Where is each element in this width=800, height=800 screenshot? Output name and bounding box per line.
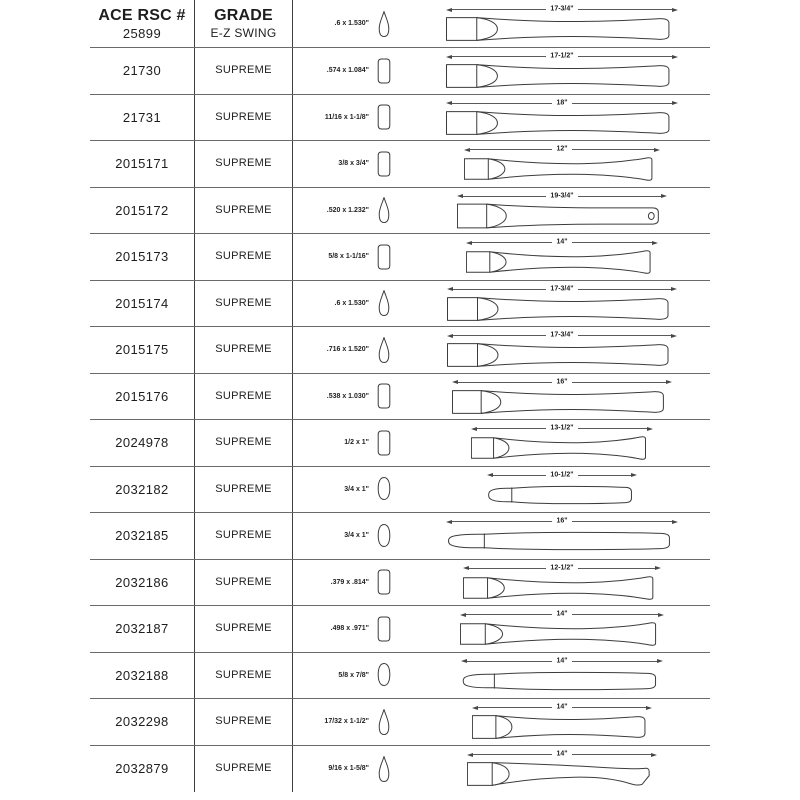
grade-cell xyxy=(195,327,293,373)
handle-drawing xyxy=(447,331,677,368)
eye-shape-icon xyxy=(369,429,399,457)
grade-cell xyxy=(195,513,293,559)
length-label: 16" xyxy=(556,378,568,386)
eye-shape-icon xyxy=(369,103,399,131)
drawing-cell xyxy=(293,95,710,141)
drawing-cell xyxy=(293,606,710,652)
part-number: 2024978 xyxy=(115,435,169,451)
dimension-line xyxy=(452,103,552,104)
length-dimension-arrow xyxy=(463,564,661,573)
handle-drawing xyxy=(472,703,652,740)
eye-dimensions: .538 x 1.030" xyxy=(326,392,369,400)
eye-dimensions: 3/4 x 1" xyxy=(344,532,369,540)
handle-outline xyxy=(447,296,677,322)
eye-dimensions: .379 x .814" xyxy=(330,578,369,586)
part-number-cell xyxy=(90,141,195,187)
grade-cell xyxy=(195,606,293,652)
dimension-line xyxy=(493,475,546,476)
handle-outline xyxy=(471,435,653,461)
part-number: 2015173 xyxy=(115,249,169,265)
drawing-area xyxy=(446,750,678,787)
part-number: 2015172 xyxy=(115,202,169,218)
grade-cell xyxy=(195,374,293,420)
handle-outline xyxy=(452,389,672,415)
part-number-cell xyxy=(90,234,195,280)
eye-shape-icon xyxy=(369,755,399,783)
dimension-line xyxy=(578,475,631,476)
dimension-line xyxy=(572,103,672,104)
drawing-cell xyxy=(293,234,710,280)
column-header-part: ACE RSC # xyxy=(98,6,186,24)
handle-drawing xyxy=(457,192,667,229)
dimension-line xyxy=(572,521,672,522)
arrowhead-right-icon xyxy=(672,520,678,524)
handle-drawing xyxy=(446,517,678,554)
length-label: 10-1/2" xyxy=(550,471,574,479)
drawing-cell xyxy=(293,420,710,466)
eye-dimensions: .6 x 1.530" xyxy=(334,299,369,307)
dimension-line xyxy=(578,196,661,197)
drawing-area xyxy=(446,424,678,461)
part-number: 21730 xyxy=(122,63,162,79)
eye-dimensions: .574 x 1.084" xyxy=(326,67,369,75)
dimension-line xyxy=(452,521,552,522)
length-dimension-arrow xyxy=(466,238,658,247)
handle-drawing xyxy=(447,285,677,322)
eye-shape-icon xyxy=(369,382,399,410)
dimension-line xyxy=(453,289,546,290)
length-label: 19-3/4" xyxy=(550,192,574,200)
eye-shape-icon xyxy=(369,243,399,271)
drawing-area xyxy=(446,285,678,322)
part-number-cell xyxy=(90,188,195,234)
handles-table xyxy=(90,0,710,792)
handle-outline xyxy=(446,63,678,89)
handle-outline xyxy=(463,575,661,601)
part-number: 2015171 xyxy=(115,156,169,172)
arrowhead-right-icon xyxy=(654,148,660,152)
handle-drawing xyxy=(487,471,637,508)
table-row xyxy=(90,746,710,793)
drawing-cell xyxy=(293,374,710,420)
grade: SUPREME xyxy=(215,250,272,263)
handle-drawing xyxy=(464,145,660,182)
part-number: 2032187 xyxy=(115,621,169,637)
length-dimension-arrow xyxy=(446,52,678,61)
grade-cell xyxy=(195,699,293,745)
part-number: 2032182 xyxy=(115,481,169,497)
dimension-line xyxy=(578,335,671,336)
drawing-area xyxy=(446,238,678,275)
table-row xyxy=(90,0,710,48)
grade-cell xyxy=(195,746,293,793)
drawing-area xyxy=(446,703,678,740)
part-number-cell xyxy=(90,606,195,652)
handle-outline xyxy=(447,342,677,368)
drawing-cell xyxy=(293,467,710,513)
drawing-cell xyxy=(293,513,710,559)
handle-drawing xyxy=(446,99,678,136)
grade-cell xyxy=(195,48,293,94)
length-label: 13-1/2" xyxy=(550,424,574,432)
eye-shape-icon xyxy=(369,522,399,550)
handle-drawing xyxy=(446,52,678,89)
arrowhead-right-icon xyxy=(672,8,678,12)
arrowhead-right-icon xyxy=(647,427,653,431)
length-label: 17-3/4" xyxy=(550,331,574,339)
length-dimension-arrow xyxy=(467,750,657,759)
dimension-line xyxy=(478,707,552,708)
dimension-line xyxy=(578,289,671,290)
handle-outline xyxy=(446,110,678,136)
part-number-cell xyxy=(90,374,195,420)
eye-dimensions: 1/2 x 1" xyxy=(344,439,369,447)
drawing-cell xyxy=(293,699,710,745)
part-number-cell xyxy=(90,48,195,94)
grade: SUPREME xyxy=(215,668,272,681)
part-number: 2032298 xyxy=(115,714,169,730)
handle-outline xyxy=(487,482,637,508)
eye-dimensions: 5/8 x 7/8" xyxy=(338,671,369,679)
eye-shape-icon xyxy=(369,57,399,85)
table-row xyxy=(90,420,710,467)
length-label: 18" xyxy=(556,99,568,107)
drawing-area xyxy=(446,331,678,368)
table-row xyxy=(90,606,710,653)
length-dimension-arrow xyxy=(447,285,677,294)
table-row xyxy=(90,234,710,281)
dimension-line xyxy=(572,242,652,243)
grade-cell xyxy=(195,234,293,280)
arrowhead-right-icon xyxy=(651,753,657,757)
length-label: 14" xyxy=(556,657,568,665)
grade: SUPREME xyxy=(215,529,272,542)
drawing-cell xyxy=(293,281,710,327)
dimension-line xyxy=(578,428,647,429)
dimension-line xyxy=(466,614,552,615)
eye-shape-icon xyxy=(369,196,399,224)
dimension-line xyxy=(473,754,552,755)
handle-drawing xyxy=(466,238,658,275)
arrowhead-right-icon xyxy=(671,287,677,291)
part-number-cell xyxy=(90,95,195,141)
part-number-cell xyxy=(90,513,195,559)
grade: SUPREME xyxy=(215,389,272,402)
grade-cell xyxy=(195,188,293,234)
handle-outline xyxy=(446,16,678,42)
part-number-cell xyxy=(90,560,195,606)
table-row xyxy=(90,699,710,746)
part-number: 2032186 xyxy=(115,574,169,590)
handle-drawing xyxy=(471,424,653,461)
grade: SUPREME xyxy=(215,64,272,77)
part-number: 25899 xyxy=(122,25,162,41)
column-header-grade: GRADE xyxy=(214,7,273,24)
handle-outline xyxy=(464,156,660,182)
dimension-line xyxy=(572,614,658,615)
eye-shape-icon xyxy=(369,568,399,596)
drawing-area xyxy=(446,99,678,136)
eye-shape-icon xyxy=(369,336,399,364)
arrowhead-right-icon xyxy=(646,706,652,710)
length-dimension-arrow xyxy=(487,471,637,480)
length-label: 12-1/2" xyxy=(550,564,574,572)
drawing-cell xyxy=(293,746,710,793)
handle-outline xyxy=(457,203,667,229)
length-dimension-arrow xyxy=(446,5,678,14)
handle-drawing xyxy=(452,378,672,415)
arrowhead-right-icon xyxy=(658,613,664,617)
length-dimension-arrow xyxy=(447,331,677,340)
dimension-line xyxy=(578,56,672,57)
grade-cell xyxy=(195,420,293,466)
handle-drawing xyxy=(460,610,664,647)
grade-cell xyxy=(195,141,293,187)
part-number: 2015175 xyxy=(115,342,169,358)
drawing-cell xyxy=(293,188,710,234)
part-number-cell xyxy=(90,327,195,373)
drawing-area xyxy=(446,145,678,182)
handle-outline xyxy=(467,761,657,787)
grade: SUPREME xyxy=(215,203,272,216)
grade-cell xyxy=(195,653,293,699)
length-dimension-arrow xyxy=(471,424,653,433)
part-number-cell xyxy=(90,0,195,47)
length-dimension-arrow xyxy=(460,610,664,619)
grade-cell xyxy=(195,560,293,606)
part-number: 2032185 xyxy=(115,528,169,544)
grade-cell xyxy=(195,467,293,513)
eye-dimensions: .716 x 1.520" xyxy=(326,346,369,354)
part-number-cell xyxy=(90,699,195,745)
grade: SUPREME xyxy=(215,715,272,728)
length-dimension-arrow xyxy=(446,517,678,526)
drawing-cell xyxy=(293,560,710,606)
part-number-cell xyxy=(90,653,195,699)
drawing-area xyxy=(446,378,678,415)
length-label: 12" xyxy=(556,145,568,153)
grade: SUPREME xyxy=(215,575,272,588)
dimension-line xyxy=(458,382,552,383)
handle-outline xyxy=(466,249,658,275)
eye-dimensions: .520 x 1.232" xyxy=(326,206,369,214)
dimension-line xyxy=(578,568,655,569)
table-row xyxy=(90,374,710,421)
dimension-line xyxy=(578,9,672,10)
dimension-line xyxy=(452,9,546,10)
dimension-line xyxy=(572,661,657,662)
eye-dimensions: 17/32 x 1-1/2" xyxy=(324,718,369,726)
dimension-line xyxy=(572,149,654,150)
grade-cell xyxy=(195,95,293,141)
length-label: 14" xyxy=(556,703,568,711)
arrowhead-right-icon xyxy=(672,101,678,105)
dimension-line xyxy=(472,242,552,243)
eye-dimensions: 9/16 x 1-5/8" xyxy=(328,765,369,773)
part-number-cell xyxy=(90,746,195,793)
eye-shape-icon xyxy=(369,615,399,643)
table-row xyxy=(90,327,710,374)
table-row xyxy=(90,467,710,514)
grade: SUPREME xyxy=(215,622,272,635)
handle-outline xyxy=(472,714,652,740)
part-number: 2015174 xyxy=(115,295,169,311)
handle-drawing xyxy=(463,564,661,601)
table-row xyxy=(90,281,710,328)
eye-dimensions: 5/8 x 1-1/16" xyxy=(328,253,369,261)
grade: E-Z SWING xyxy=(210,26,277,40)
grade: SUPREME xyxy=(215,762,272,775)
eye-dimensions: .6 x 1.530" xyxy=(334,20,369,27)
dimension-line xyxy=(572,754,651,755)
part-number-cell xyxy=(90,281,195,327)
part-number-cell xyxy=(90,420,195,466)
arrowhead-right-icon xyxy=(657,659,663,663)
grade: SUPREME xyxy=(215,157,272,170)
drawing-area xyxy=(446,517,678,554)
dimension-line xyxy=(477,428,546,429)
length-label: 17-3/4" xyxy=(550,5,574,13)
table-row xyxy=(90,560,710,607)
arrowhead-right-icon xyxy=(671,334,677,338)
drawing-cell xyxy=(293,0,710,47)
arrowhead-right-icon xyxy=(666,380,672,384)
drawing-area xyxy=(446,52,678,89)
handle-outline xyxy=(446,528,678,554)
eye-shape-icon xyxy=(369,475,399,503)
length-label: 14" xyxy=(556,750,568,758)
handle-outline xyxy=(460,621,664,647)
grade: SUPREME xyxy=(215,110,272,123)
arrowhead-right-icon xyxy=(655,566,661,570)
eye-shape-icon xyxy=(369,708,399,736)
part-number: 2032879 xyxy=(115,761,169,777)
eye-shape-icon xyxy=(369,10,399,38)
table-row xyxy=(90,188,710,235)
drawing-area xyxy=(446,564,678,601)
grade: SUPREME xyxy=(215,482,272,495)
dimension-line xyxy=(469,568,546,569)
drawing-area xyxy=(446,657,678,694)
drawing-cell xyxy=(293,141,710,187)
drawing-area xyxy=(446,192,678,229)
drawing-cell xyxy=(293,653,710,699)
arrowhead-right-icon xyxy=(661,194,667,198)
length-dimension-arrow xyxy=(461,657,663,666)
dimension-line xyxy=(452,56,546,57)
table-row xyxy=(90,48,710,95)
arrowhead-right-icon xyxy=(672,55,678,59)
dimension-line xyxy=(453,335,546,336)
eye-shape-icon xyxy=(369,661,399,689)
handle-drawing xyxy=(461,657,663,694)
eye-dimensions: .498 x .971" xyxy=(330,625,369,633)
dimension-line xyxy=(470,149,552,150)
grade: SUPREME xyxy=(215,343,272,356)
grade-cell xyxy=(195,0,293,47)
handle-drawing xyxy=(467,750,657,787)
length-dimension-arrow xyxy=(452,378,672,387)
length-label: 17-1/2" xyxy=(550,52,574,60)
length-dimension-arrow xyxy=(464,145,660,154)
length-label: 17-3/4" xyxy=(550,285,574,293)
part-number-cell xyxy=(90,467,195,513)
eye-shape-icon xyxy=(369,150,399,178)
length-label: 14" xyxy=(556,610,568,618)
grade-cell xyxy=(195,281,293,327)
eye-dimensions: 3/8 x 3/4" xyxy=(338,160,369,168)
table-row xyxy=(90,513,710,560)
handle-drawing xyxy=(446,5,678,42)
table-row xyxy=(90,141,710,188)
eye-shape-icon xyxy=(369,289,399,317)
table-row xyxy=(90,95,710,142)
dimension-line xyxy=(572,382,666,383)
length-dimension-arrow xyxy=(472,703,652,712)
length-label: 16" xyxy=(556,517,568,525)
eye-dimensions: 11/16 x 1-1/8" xyxy=(324,113,369,121)
drawing-area xyxy=(446,5,678,42)
drawing-cell xyxy=(293,327,710,373)
grade: SUPREME xyxy=(215,296,272,309)
arrowhead-right-icon xyxy=(631,473,637,477)
handle-outline xyxy=(461,668,663,694)
dimension-line xyxy=(572,707,646,708)
part-number: 2015176 xyxy=(115,388,169,404)
part-number: 21731 xyxy=(122,109,162,125)
dimension-line xyxy=(463,196,546,197)
drawing-area xyxy=(446,610,678,647)
arrowhead-right-icon xyxy=(652,241,658,245)
grade: SUPREME xyxy=(215,436,272,449)
length-label: 14" xyxy=(556,238,568,246)
part-number: 2032188 xyxy=(115,667,169,683)
eye-dimensions: 3/4 x 1" xyxy=(344,485,369,493)
length-dimension-arrow xyxy=(457,192,667,201)
length-dimension-arrow xyxy=(446,99,678,108)
table-row xyxy=(90,653,710,700)
dimension-line xyxy=(467,661,552,662)
drawing-cell xyxy=(293,48,710,94)
drawing-area xyxy=(446,471,678,508)
